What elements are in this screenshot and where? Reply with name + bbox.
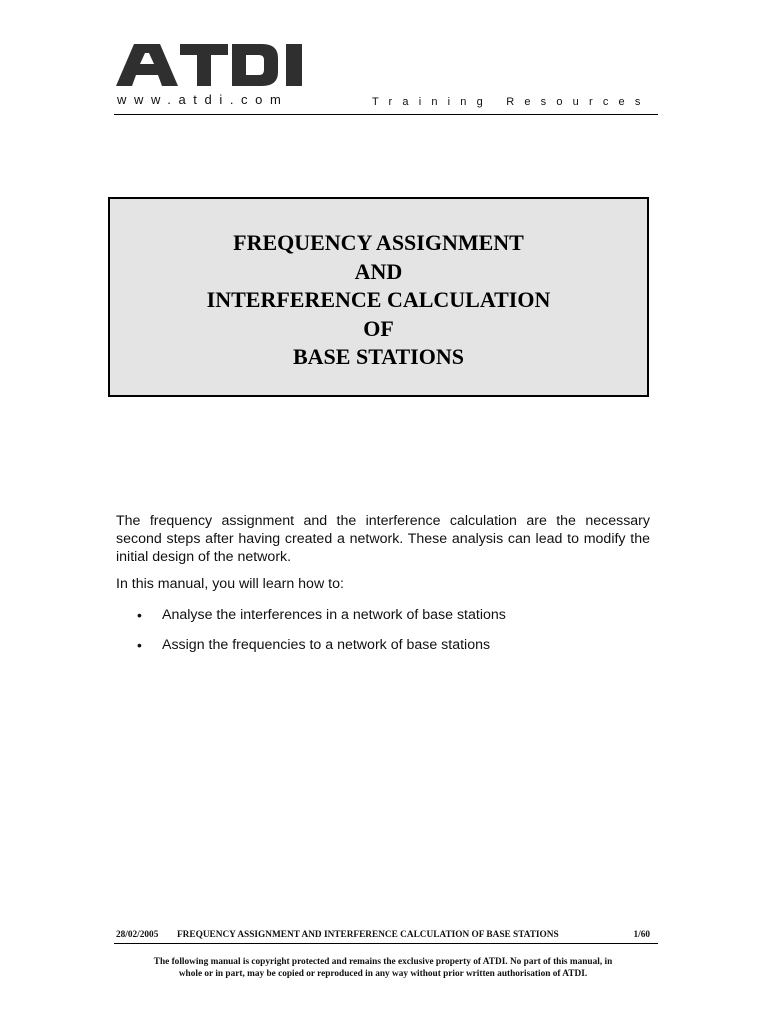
- list-item-text: Assign the frequencies to a network of base stations: [162, 637, 491, 653]
- header-divider: [114, 114, 658, 115]
- footer-date: 28/02/2005: [116, 930, 159, 940]
- title-line: INTERFERENCE CALCULATION: [206, 287, 551, 312]
- intro-paragraph: The frequency assignment and the interference calculation are the necessary second steps after having created a network. These analysis can lead to modify the initial design of the network.: [116, 513, 650, 565]
- title-line: OF: [363, 315, 394, 341]
- copyright-line: whole or in part, may be copied or reproduced in any way without prior written authorisation of ATDI.: [178, 968, 588, 979]
- website-url: www.atdi.com: [117, 92, 289, 107]
- list-item: [116, 636, 650, 666]
- objectives-list: [116, 606, 650, 666]
- page-footer: [116, 930, 650, 942]
- copyright-line: The following manual is copyright protected and remains the exclusive property of ATDI. No part of this manual, in: [153, 957, 613, 967]
- atdi-logo-graphic: [116, 44, 302, 86]
- atdi-logo: [116, 44, 302, 86]
- header-tagline: Training Resources: [372, 96, 651, 108]
- footer-divider: [114, 943, 658, 944]
- footer-page-number: 1/60: [633, 930, 650, 940]
- bullet-icon: •: [137, 607, 142, 623]
- list-item-text: Analyse the interferences in a network of base stations: [162, 607, 506, 623]
- title-line: FREQUENCY ASSIGNMENT: [233, 230, 524, 255]
- title-box: [108, 197, 649, 397]
- list-item: [116, 606, 650, 636]
- title-line: BASE STATIONS: [293, 344, 464, 369]
- copyright-notice: [110, 957, 656, 980]
- title-line: AND: [354, 258, 403, 284]
- bullet-icon: •: [137, 637, 142, 653]
- lead-sentence: In this manual, you will learn how to:: [116, 576, 344, 592]
- footer-document-title: FREQUENCY ASSIGNMENT AND INTERFERENCE CALCULATION OF BASE STATIONS: [177, 930, 559, 940]
